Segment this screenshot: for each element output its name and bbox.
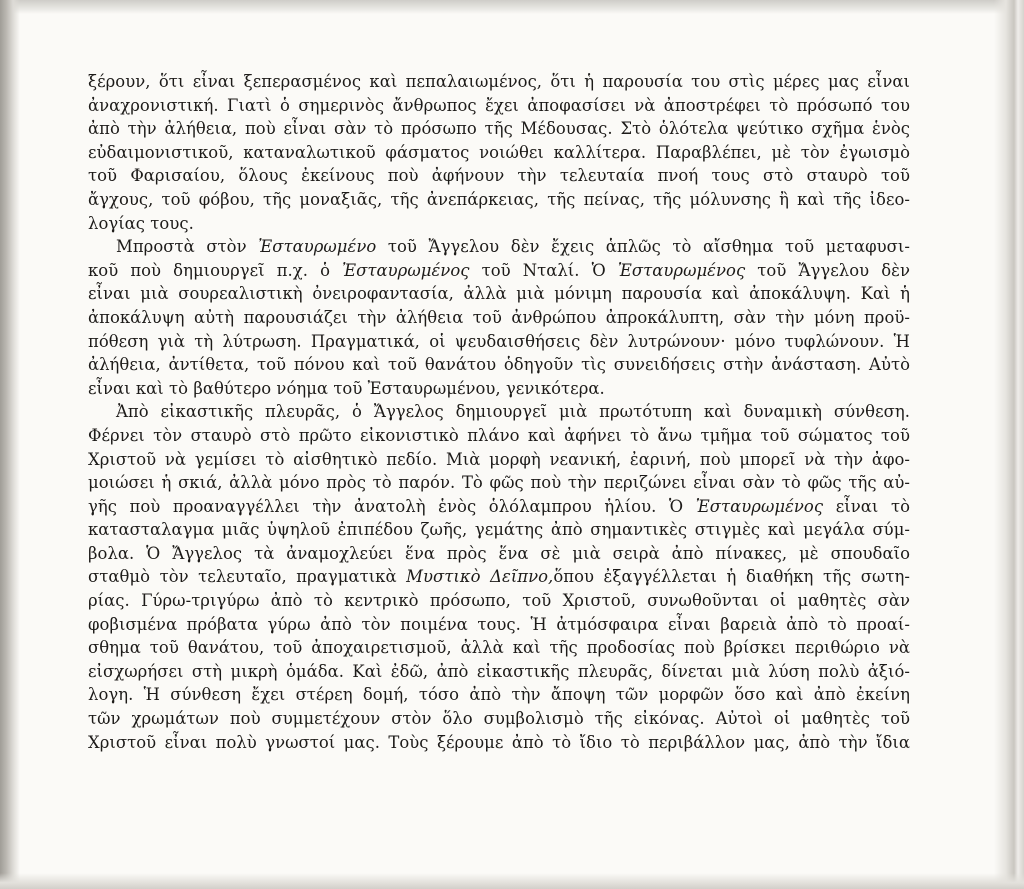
text-line: λογη. Ἡ σύνθεση ἔχει στέρεη δομή, τόσο ἀπὸ τὴν ἄποψη τῶν μορφῶν ὅσο καὶ ἀπὸ ἐκείνη [88, 685, 910, 705]
text-line [88, 495, 910, 519]
text-line [88, 565, 910, 589]
text-line: ἀπὸ τὴν ἀλήθεια, ποὺ εἶναι σὰν τὸ πρόσωπο τῆς Μέδουσας. Στὸ ὁλότελα ψεύτικο σχῆμα ἑνὸς [88, 119, 910, 139]
text-line: Χριστοῦ εἶναι πολὺ γνωστοί μας. Τοὺς ξέρουμε ἀπὸ τὸ ἴδιο τὸ περιβάλλον μας, ἀπὸ τὴν ἴδια [88, 732, 910, 752]
line-segment: σταθμὸ τὸν τελευταῖο, πραγματικὰ [88, 567, 407, 587]
page-binding-edge [0, 0, 20, 889]
line-segment: Μπροστὰ στὸν [116, 237, 259, 257]
page-bottom-edge [0, 873, 1024, 889]
line-segment: τοῦ Νταλί. Ὁ [469, 260, 618, 280]
text-line: λογίας τους. [88, 213, 194, 233]
text-line: φοβισμένα πρόβατα γύρω ἀπὸ τὸν ποιμένα τους. Ἡ ἀτμόσφαιρα εἶναι βαρειὰ ἀπὸ τὸ προαί- [88, 614, 910, 634]
text-line: ἀποκάλυψη αὐτὴ παρουσιάζει τὴν ἀλήθεια τοῦ ἀνθρώπου ἀπροκάλυπτη, σὰν τὴν μόνη προϋ- [88, 307, 910, 327]
paragraph-start-line [88, 235, 910, 259]
artwork-title: Ἐσταυρωμένος [342, 260, 470, 280]
text-line: κατασταλαγμα μιᾶς ὑψηλοῦ ἐπιπέδου ζωῆς, γεμάτης ἀπὸ σημαντικὲς στιγμὲς καὶ μεγάλα σύμ- [88, 520, 910, 540]
artwork-title: Ἐσταυρωμένο [258, 237, 377, 257]
line-segment: τοῦ Ἄγγελου δὲν ἔχεις ἁπλῶς τὸ αἴσθημα τοῦ μεταφυσι- [376, 237, 910, 257]
text-line: εὐδαιμονιστικοῦ, καταναλωτικοῦ φάσματος νοιώθει καλλίτερα. Παραβλέπει, μὲ τὸν ἐγωισμὸ [88, 142, 910, 162]
text-line: ξέρουν, ὅτι εἶναι ξεπερασμένος καὶ πεπαλαιωμένος, ὅτι ἡ παρουσία του στὶς μέρες μας εἶναι [88, 72, 910, 91]
text-line: βολα. Ὁ Ἄγγελος τὰ ἀναμοχλεύει ἕνα πρὸς ἕνα σὲ μιὰ σειρὰ ἀπὸ πίνακες, μὲ σπουδαῖο [88, 543, 910, 563]
text-line: μοιώσει ἡ σκιά, ἀλλὰ μόνο πρὸς τὸ παρόν. Τὸ φῶς ποὺ τὴν περιζώνει εἶναι σὰν τὸ φῶς τῆς αὐ- [88, 473, 910, 493]
text-line: τοῦ Φαρισαίου, ὅλους ἐκείνους ποὺ ἀφήνουν τὴν τελευταία πνοή τους στὸ σταυρὸ τοῦ [88, 166, 910, 186]
scan-top-shadow [0, 0, 1024, 14]
artwork-title: Ἐσταυρωμένος [695, 496, 824, 516]
paragraph-start-line: Ἀπὸ εἰκαστικῆς πλευρᾶς, ὁ Ἄγγελος δημιουργεῖ μιὰ πρωτότυπη καὶ δυναμικὴ σύνθεση. [116, 402, 910, 422]
text-line: εἶναι καὶ τὸ βαθύτερο νόημα τοῦ Ἐσταυρωμένου, γενικότερα. [88, 378, 605, 398]
body-text [88, 70, 910, 754]
text-line: ρίας. Γύρω-τριγύρω ἀπὸ τὸ κεντρικὸ πρόσωπο, τοῦ Χριστοῦ, συνωθοῦνται οἱ μαθητὲς σὰν [88, 591, 910, 611]
text-line [88, 259, 910, 283]
text-line: τῶν χρωμάτων ποὺ συμμετέχουν στὸν ὅλο συμβολισμὸ τῆς εἰκόνας. Αὐτοὶ οἱ μαθητὲς τοῦ [88, 709, 910, 729]
line-segment: ὅπου ἐξαγγέλλεται ἡ διαθήκη τῆς σωτη- [553, 567, 910, 587]
artwork-title: Ἐσταυρωμένος [617, 260, 746, 280]
text-line: ἀλήθεια, ἀντίθετα, τοῦ πόνου καὶ τοῦ θανάτου ὁδηγοῦν τὶς συνειδήσεις στὴν ἀνάσταση. Αὐτὸ [88, 355, 910, 375]
text-line: εἰσχωρήσει στὴ μικρὴ ὁμάδα. Καὶ ἐδῶ, ἀπὸ εἰκαστικῆς πλευρᾶς, δίνεται μιὰ λύση πολὺ ἀξιό- [88, 661, 910, 681]
page-right-edge [994, 0, 1024, 889]
line-segment: γῆς ποὺ προαναγγέλλει τὴν ἀνατολὴ ἑνὸς ὁλόλαμπρου ἡλίου. Ὁ [88, 496, 696, 516]
text-line: πόθεση γιὰ τὴ λύτρωση. Πραγματικά, οἱ ψευδαισθήσεις δὲν λυτρώνουν· μόνο τυφλώνουν. Ἡ [88, 331, 910, 351]
text-line: ἄγχους, τοῦ φόβου, τῆς μοναξιᾶς, τῆς ἀνεπάρκειας, τῆς πείνας, τῆς μόλυνσης ἢ καὶ τῆς ἰδεο- [88, 189, 910, 209]
line-segment: εἶναι τὸ [823, 496, 910, 516]
text-line: εἶναι μιὰ σουρεαλιστικὴ ὀνειροφαντασία, ἀλλὰ μιὰ μόνιμη παρουσία καὶ ἀποκάλυψη. Καὶ ἡ [88, 284, 910, 304]
artwork-title: Μυστικὸ Δεῖπνο, [406, 567, 554, 587]
text-line: ἀναχρονιστική. Γιατὶ ὁ σημερινὸς ἄνθρωπος ἔχει ἀποφασίσει νὰ ἀποστρέφει τὸ πρόσωπό του [88, 95, 910, 115]
line-segment: κοῦ ποὺ δημιουργεῖ π.χ. ὁ [88, 260, 343, 280]
line-segment: τοῦ Ἄγγελου δὲν [745, 260, 910, 280]
text-line: σθημα τοῦ θανάτου, τοῦ ἀποχαιρετισμοῦ, ἀλλὰ καὶ τῆς προδοσίας ποὺ βρίσκει περιθώριο νὰ [88, 638, 910, 658]
text-line: Φέρνει τὸν σταυρὸ στὸ πρῶτο εἰκονιστικὸ πλάνο καὶ ἀφήνει τὸ ἄνω τμῆμα τοῦ σώματος τοῦ [88, 425, 910, 445]
text-line: Χριστοῦ νὰ γεμίσει τὸ αἰσθητικὸ πεδίο. Μιὰ μορφὴ νεανική, ἐαρινή, ποὺ μπορεῖ νὰ τὴν ἀφο- [88, 449, 910, 469]
